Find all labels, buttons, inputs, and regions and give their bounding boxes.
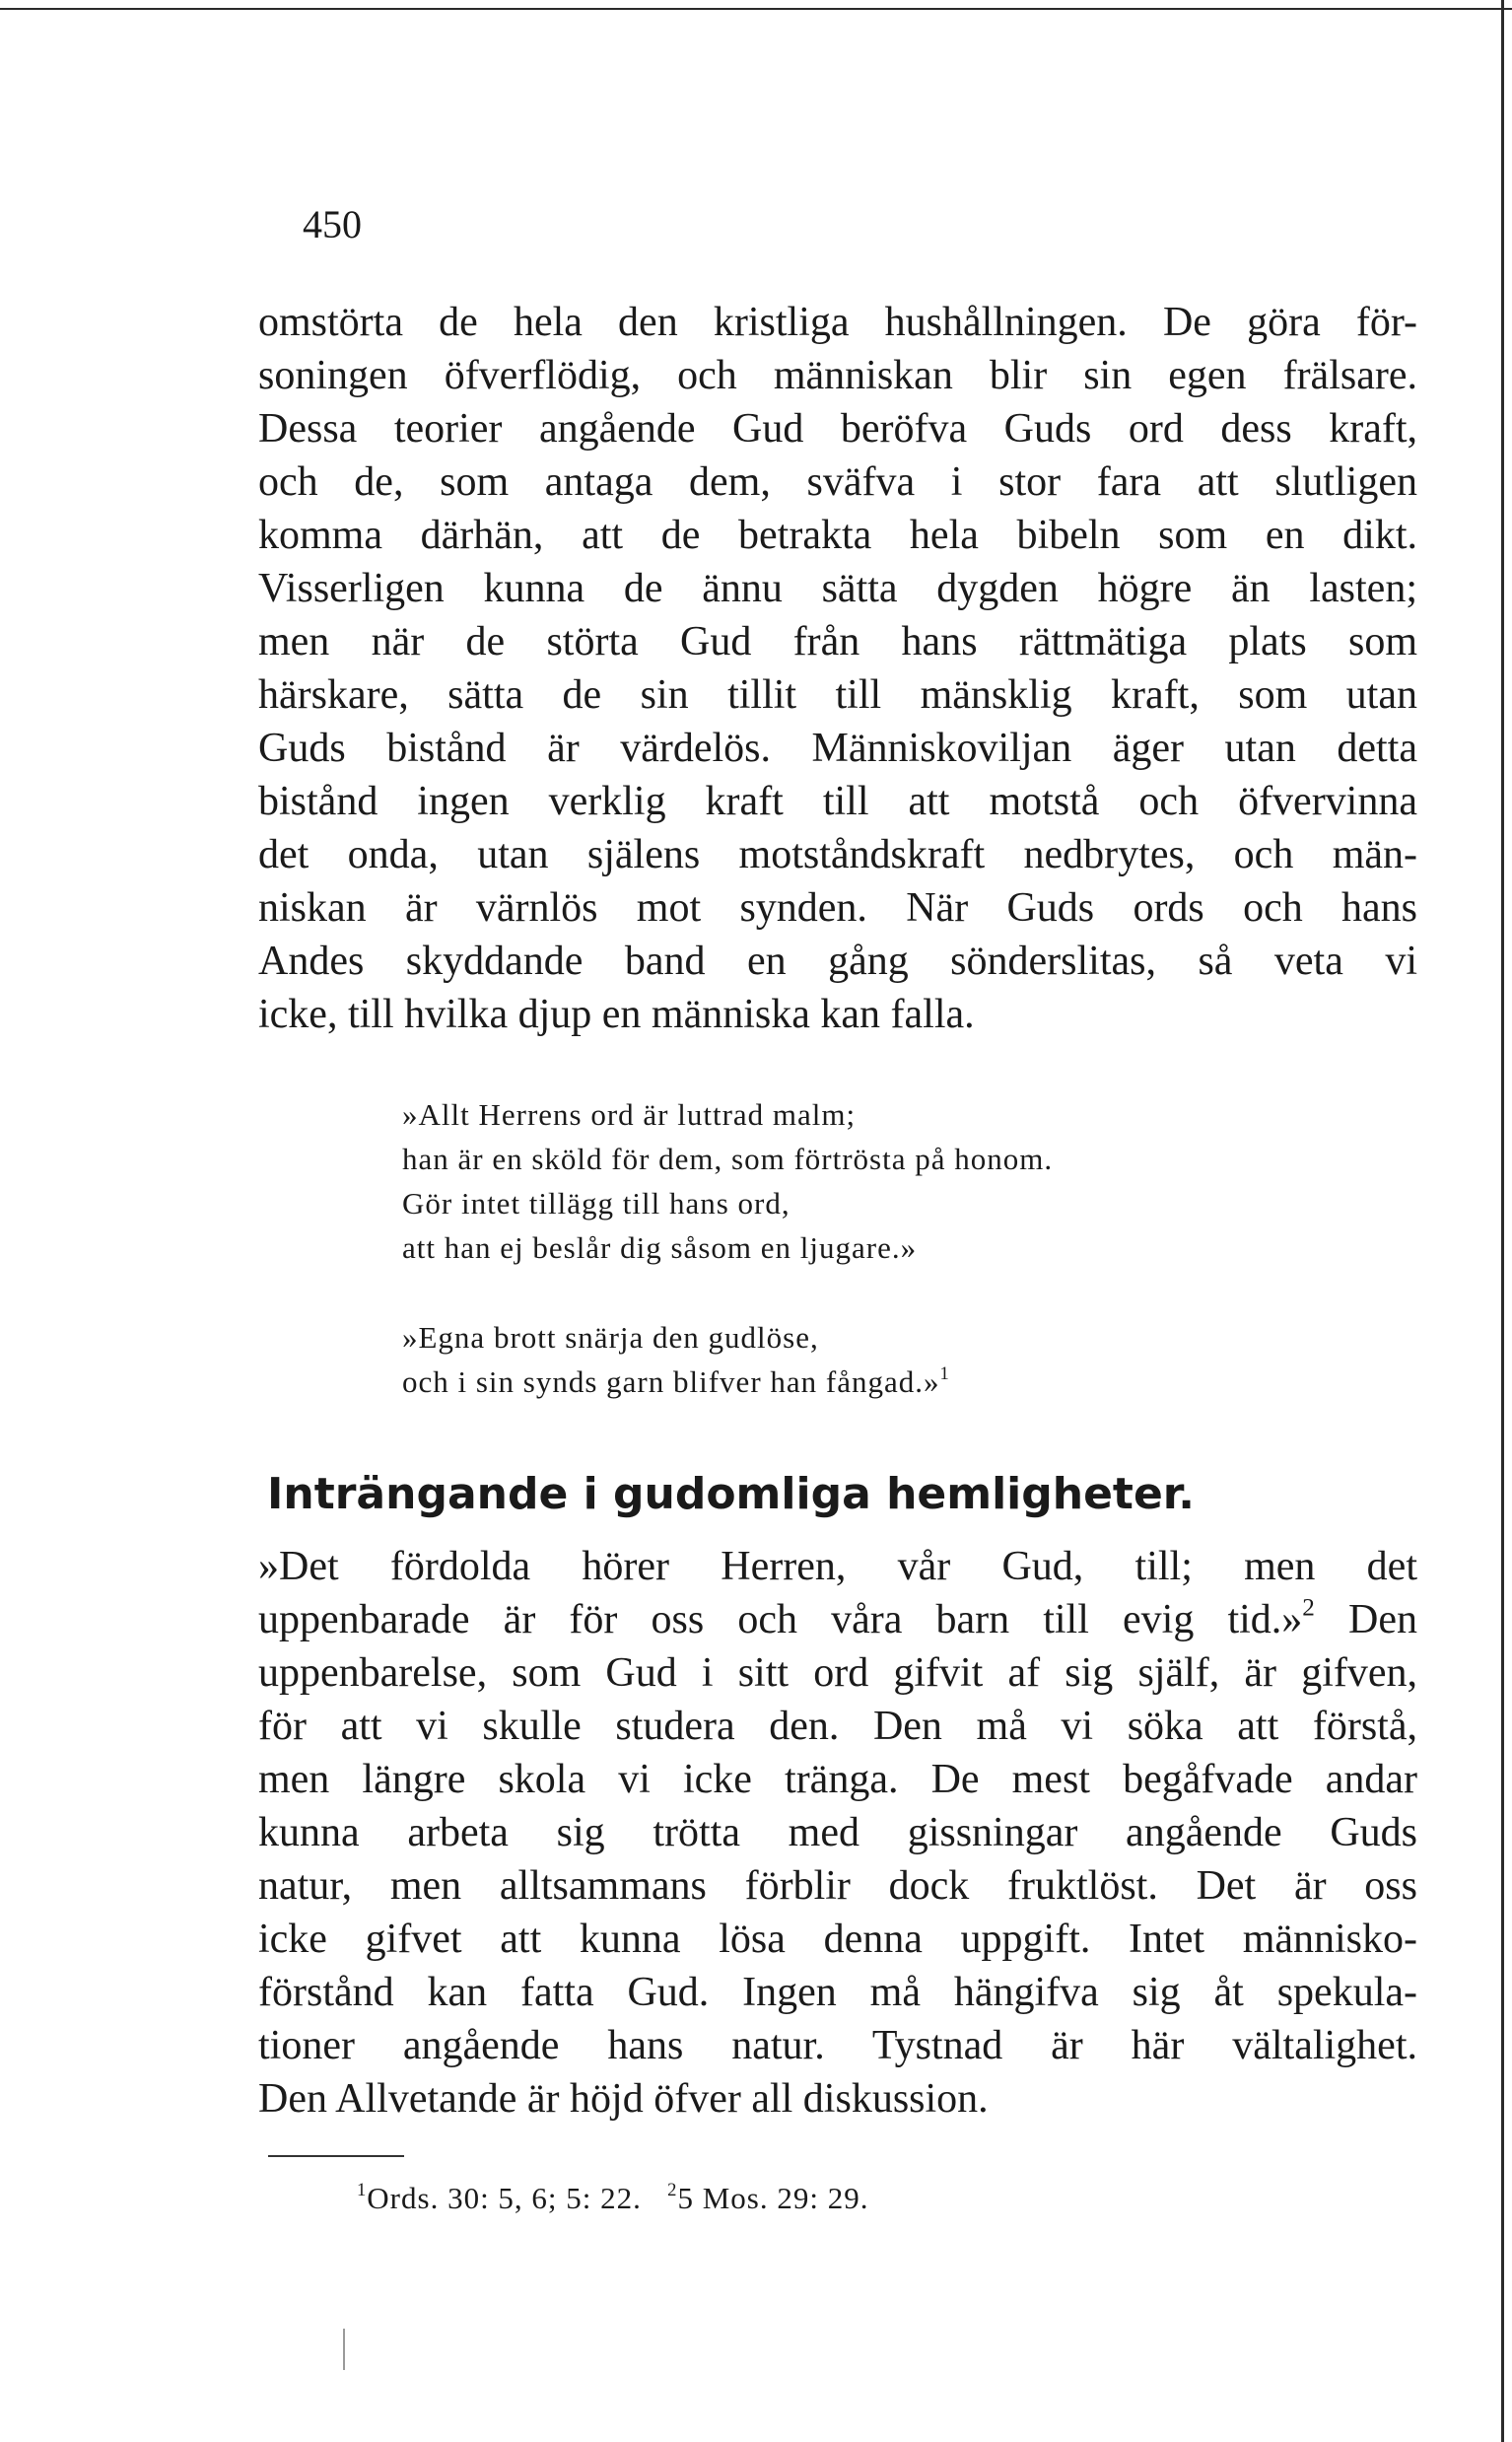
quote-line: »Allt Herrens ord är luttrad malm; [402,1097,857,1132]
quote-line: »Egna brott snärja den gudlöse, [402,1320,819,1355]
paragraph-2-text: uppenbarade är för oss och våra barn till evig tid.» [258,1597,1303,1642]
paragraph-1-line: härskare, sätta de sin tillit till mänsklig kraft, som utan [258,672,1417,718]
page-number: 450 [303,202,362,246]
paragraph-2-line: kunna arbeta sig trötta med gissningar angående Guds [258,1810,1417,1855]
scripture-quote-1 [402,1092,1053,1270]
paragraph-1-line: bistånd ingen verklig kraft till att motstå och öfvervinna [258,779,1417,824]
paragraph-1-line: Guds bistånd är värdelös. Människoviljan äger utan detta [258,726,1417,771]
paragraph-1-line: men när de störta Gud från hans rättmätiga plats som [258,619,1417,664]
paragraph-1-line: icke, till hvilka djup en människa kan falla. [258,992,975,1037]
paragraph-1 [258,296,1417,1041]
paragraph-1-line: soningen öfverflödig, och människan blir sin egen frälsare. [258,353,1417,398]
paragraph-1-line: Visserligen kunna de ännu sätta dygden högre än lasten; [258,566,1417,611]
paragraph-1-line: och de, som antaga dem, sväfva i stor fara att slutligen [258,459,1417,505]
quote-line: Gör intet tillägg till hans ord, [402,1186,790,1221]
paragraph-2-line: tioner angående hans natur. Tystnad är här vältalighet. [258,2023,1417,2068]
paragraph-1-line: det onda, utan själens motståndskraft nedbrytes, och män- [258,832,1417,877]
paragraph-2-text: Den [1314,1597,1417,1642]
quote-line-text: och i sin synds garn blifver han fångad.» [402,1364,940,1399]
paragraph-2-line: Den Allvetande är höjd öfver all diskussion. [258,2076,989,2122]
paragraph-2-line: natur, men alltsammans förblir dock fruktlöst. Det är oss [258,1863,1417,1909]
paragraph-2-line: uppenbarelse, som Gud i sitt ord gifvit af sig själf, är gifven, [258,1650,1417,1696]
footnote-mark: 2 [667,2179,678,2200]
paragraph-1-line: komma därhän, att de betrakta hela bibeln som en dikt. [258,513,1417,558]
paragraph-2-line [258,1593,1417,1646]
footnote-mark: 1 [357,2179,368,2200]
scripture-quote-2 [402,1315,950,1404]
paragraph-2-line: icke gifvet att kunna lösa denna uppgift. Intet människo- [258,1917,1417,1962]
paragraph-2-line: för att vi skulle studera den. Den må vi söka att förstå, [258,1704,1417,1749]
quote-line: att han ej beslår dig såsom en ljugare.» [402,1230,918,1265]
paragraph-2-line: »Det fördolda hörer Herren, vår Gud, till; men det [258,1544,1417,1589]
section-heading: Inträngande i gudomliga hemligheter. [267,1469,1195,1519]
paragraph-1-line: Andes skyddande band en gång sönderslitas, så veta vi [258,939,1417,984]
footnote-text: Ords. 30: 5, 6; 5: 22. [367,2181,642,2215]
paragraph-1-line: niskan är värnlös mot synden. När Guds ords och hans [258,885,1417,931]
footnote-reference: 2 [1302,1594,1315,1622]
quote-line: han är en sköld för dem, som förtrösta på honom. [402,1142,1054,1176]
footnote-divider [268,2155,404,2157]
paragraph-1-line: omstörta de hela den kristliga hushållningen. De göra för- [258,300,1417,345]
page-top-edge [0,8,1512,10]
quote-line [402,1360,950,1404]
page-right-edge [1501,0,1504,2442]
paragraph-2-line: men längre skola vi icke tränga. De mest begåfvade andar [258,1757,1417,1802]
footnote-text: 5 Mos. 29: 29. [677,2181,869,2215]
paragraph-2-line: förstånd kan fatta Gud. Ingen må hängifva sig åt spekula- [258,1970,1417,2015]
footnote-reference: 1 [939,1362,950,1384]
footnotes [357,2179,868,2218]
paragraph-1-line: Dessa teorier angående Gud beröfva Guds ord dess kraft, [258,406,1417,452]
scan-mark [343,2329,345,2370]
paragraph-2 [258,1540,1417,2126]
